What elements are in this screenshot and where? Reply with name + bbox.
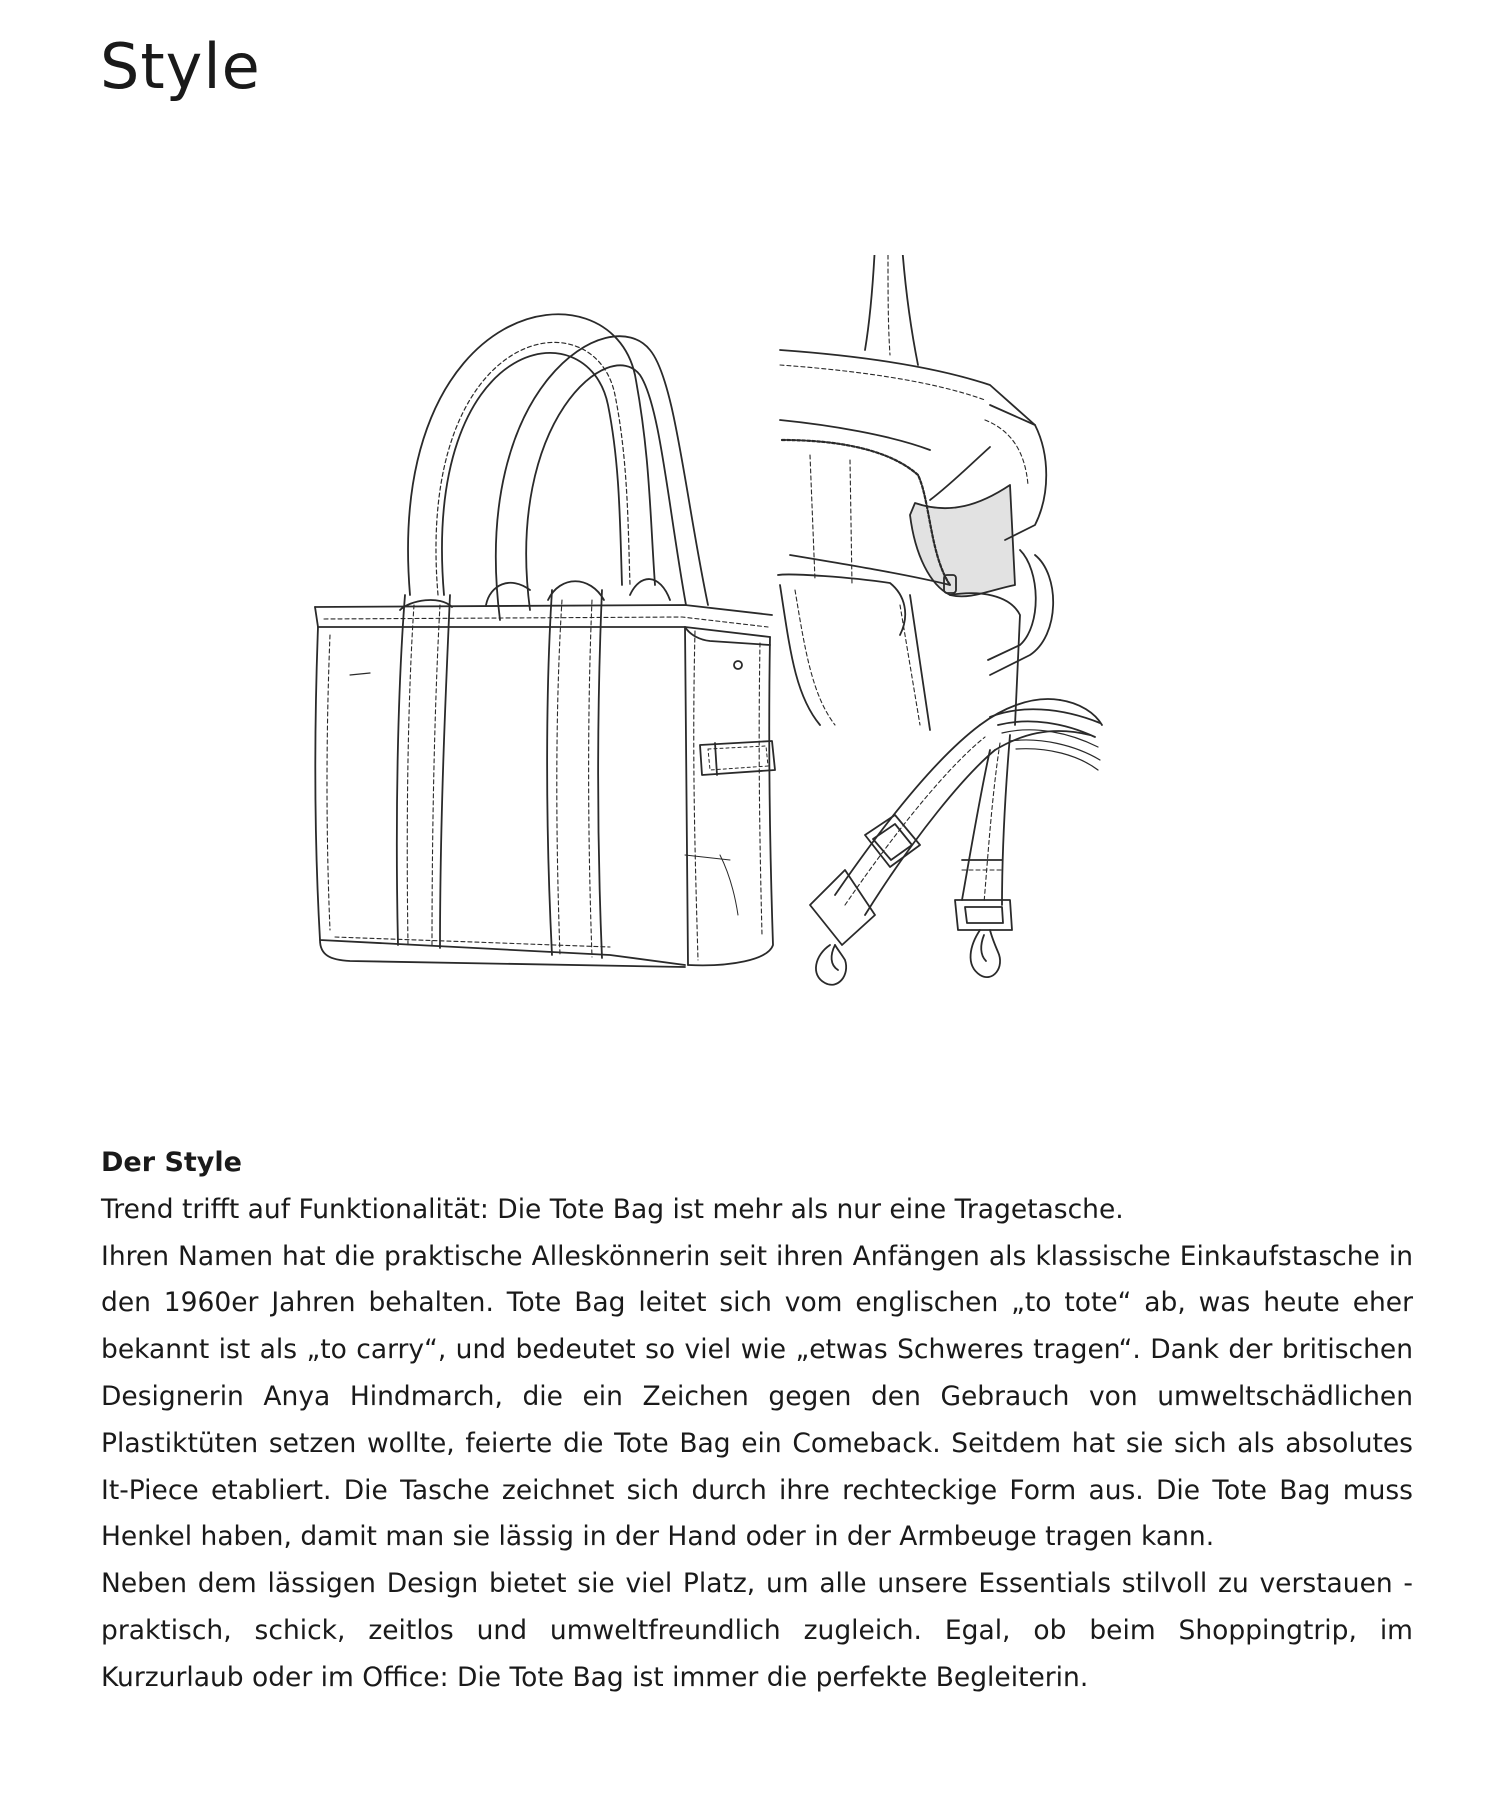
paragraph-intro: Trend trifft auf Funktionalität: Die Tote Bag ist mehr als nur eine Tragetasche.	[101, 1193, 1124, 1225]
section-heading: Der Style	[101, 1147, 242, 1178]
zipper-pocket-detail-icon	[778, 255, 1053, 730]
tote-bag-icon	[315, 314, 775, 967]
illustration-svg	[290, 255, 1210, 1115]
shoulder-strap-icon	[810, 699, 1102, 985]
paragraph-design: Neben dem lässigen Design bietet sie viel Platz, um alle unsere Essentials stilvoll zu verstauen - praktisch, schick, zeitlos und umweltfreundlich zugleich. Egal, ob beim Shoppingtrip, im Kurzurlaub oder im Office: Die Tote Bag ist immer die perfekte Begleiterin.	[101, 1568, 1413, 1693]
text-block	[101, 1140, 1413, 1702]
paragraph-history: Ihren Namen hat die praktische Alleskönnerin seit ihren Anfängen als klassische Einkaufstasche in den 1960er Jahren behalten. Tote Bag leitet sich vom englischen „to tote“ ab, was heute eher bekannt ist als „to carry“, und bedeutet so viel wie „etwas Schweres tragen“. Dank der britischen Designerin Anya Hindmarch, die ein Zeichen gegen den Gebrauch von umweltschädlichen Plastiktüten setzen wollte, feierte die Tote Bag ein Comeback. Seitdem hat sie sich als absolutes It-Piece etabliert. Die Tasche zeichnet sich durch ihre rechteckige Form aus. Die Tote Bag muss Henkel haben, damit man sie lässig in der Hand oder in der Armbeuge tragen kann.	[101, 1240, 1413, 1553]
tote-bag-illustration	[290, 255, 1210, 1115]
page-title: Style	[100, 30, 261, 103]
